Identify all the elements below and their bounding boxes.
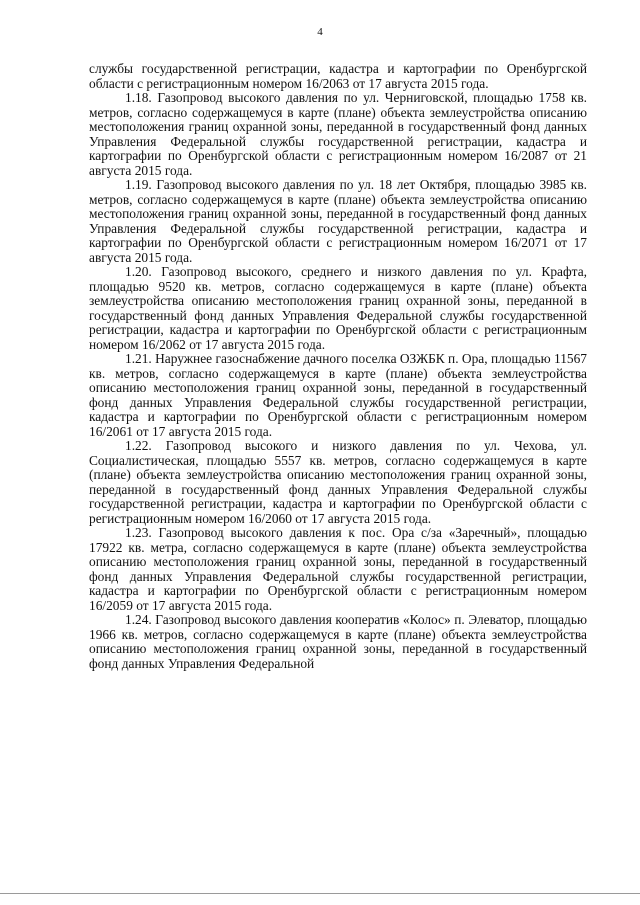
paragraph-1-23: 1.23. Газопровод высокого давления к пос. Ора с/за «Заречный», площадью 17922 кв. метра, согласно содержащемуся в карте (плане) объекта землеустройства описанию местоположения границ охранной зоны, переданной в государственный фонд данных Управления Федеральной службы государственной регистрации, кадастра и картографии по Оренбургской области с регистрационным номером 16/2059 от 17 августа 2015 года. [89,525,587,613]
paragraph-1-22: 1.22. Газопровод высокого и низкого давления по ул. Чехова, ул. Социалистическая, площадью 5557 кв. метров, согласно содержащемуся в карте (плане) объекта землеустройства описанию местоположения границ охранной зоны, переданной в государственный фонд данных Управления Федеральной службы государственной регистрации, кадастра и картографии по Оренбургской области с регистрационным номером 16/2060 от 17 августа 2015 года. [89,438,587,526]
paragraph-1-19: 1.19. Газопровод высокого давления по ул. 18 лет Октября, площадью 3985 кв. метров, согласно содержащемуся в карте (плане) объекта землеустройства описанию местоположения границ охранной зоны, переданной в государственный фонд данных Управления Федеральной службы государственной регистрации, кадастра и картографии по Оренбургской области с регистрационным номером 16/2071 от 17 августа 2015 года. [89,177,587,265]
document-body [89,62,587,671]
page-number: 4 [317,26,323,38]
bottom-page-edge [0,893,640,894]
paragraph-continuation: службы государственной регистрации, кадастра и картографии по Оренбургской области с регистрационным номером 16/2063 от 17 августа 2015 года. [89,61,587,91]
paragraph-1-18: 1.18. Газопровод высокого давления по ул. Черниговской, площадью 1758 кв. метров, согласно содержащемуся в карте (плане) объекта землеустройства описанию местоположения границ охранной зоны, переданной в государственный фонд данных Управления Федеральной службы государственной регистрации, кадастра и картографии по Оренбургской области с регистрационным номером 16/2087 от 21 августа 2015 года. [89,90,587,178]
paragraph-1-24: 1.24. Газопровод высокого давления кооператив «Колос» п. Элеватор, площадью 1966 кв. метров, согласно содержащемуся в карте (плане) объекта землеустройства описанию местоположения границ охранной зоны, переданной в государственный фонд данных Управления Федеральной [89,612,587,671]
paragraph-1-20: 1.20. Газопровод высокого, среднего и низкого давления по ул. Крафта, площадью 9520 кв. метров, согласно содержащемуся в карте (плане) объекта землеустройства описанию местоположения границ охранной зоны, переданной в государственный фонд данных Управления Федеральной службы государственной регистрации, кадастра и картографии по Оренбургской области с регистрационным номером 16/2062 от 17 августа 2015 года. [89,264,587,352]
paragraph-1-21: 1.21. Наружнее газоснабжение дачного поселка ОЗЖБК п. Ора, площадью 11567 кв. метров, согласно содержащемуся в карте (плане) объекта землеустройства описанию местоположения границ охранной зоны, переданной в государственный фонд данных Управления Федеральной службы государственной регистрации, кадастра и картографии по Оренбургской области с регистрационным номером 16/2061 от 17 августа 2015 года. [89,351,587,439]
